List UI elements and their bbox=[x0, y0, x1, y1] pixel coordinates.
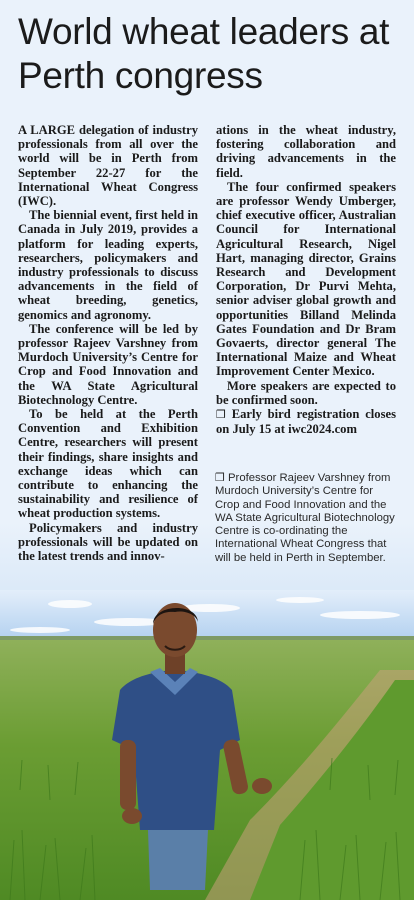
photo-illustration bbox=[0, 590, 414, 900]
registration-text: Early bird registration closes on July 15 at iwc2024.com bbox=[216, 407, 396, 437]
paragraph: Policymakers and industry professionals will be updated on the latest trends and innov- bbox=[18, 520, 198, 564]
paragraph: To be held at the Perth Convention and Exhibition Centre, researchers will present their findings, share insights and exchange ideas which can contribute to enhancing the sustainability and resilience of wheat production systems. bbox=[18, 407, 198, 521]
paragraph: A LARGE delegation of industry professionals from all over the world will be in Perth from September 22-27 for the International Wheat Congress (IWC). bbox=[18, 123, 198, 209]
horizon bbox=[0, 636, 414, 640]
bullet-icon: ❒ bbox=[215, 471, 225, 484]
paragraph: The conference will be led by professor Rajeev Varshney from Murdoch University’s Centre for Crop and Food Innovation and the WA State Agricultural Biotechnology Centre. bbox=[18, 321, 198, 407]
headline: World wheat leaders at Perth congress bbox=[18, 11, 390, 96]
bullet-icon: ❒ bbox=[216, 408, 226, 422]
registration-note bbox=[216, 407, 396, 436]
caption-text: Professor Rajeev Varshney from Murdoch University’s Centre for Crop and Food Innovation and the WA State Agricultural Biotechnology Centre is co-ordinating the International Wheat Congress that will be held in Perth in September. bbox=[215, 472, 395, 564]
photo-caption bbox=[215, 471, 395, 565]
paragraph: The four confirmed speakers are professor Wendy Umberger, chief executive officer, Australian Council for International Agricultural Research, Nigel Hart, managing director, Grains Research and Development Corporation, Dr Purvi Mehta, senior adviser global growth and opportunities Billand Melinda Gates Foundation and Dr Bram Govaerts, director general The International Maize and Wheat Improvement Center Mexico. bbox=[216, 179, 396, 379]
photo-wheat-field bbox=[0, 590, 414, 900]
paragraph: The biennial event, first held in Canada in July 2019, provides a platform for leading experts, researchers, policymakers and industry professionals to discuss advancements in the field of wheat breeding, genetics, genomics and agronomy. bbox=[18, 208, 198, 322]
paragraph: More speakers are expected to be confirmed soon. bbox=[216, 378, 396, 407]
column-left bbox=[18, 123, 198, 563]
paragraph: ations in the wheat industry, fostering collaboration and driving advancements in the field. bbox=[216, 123, 396, 180]
